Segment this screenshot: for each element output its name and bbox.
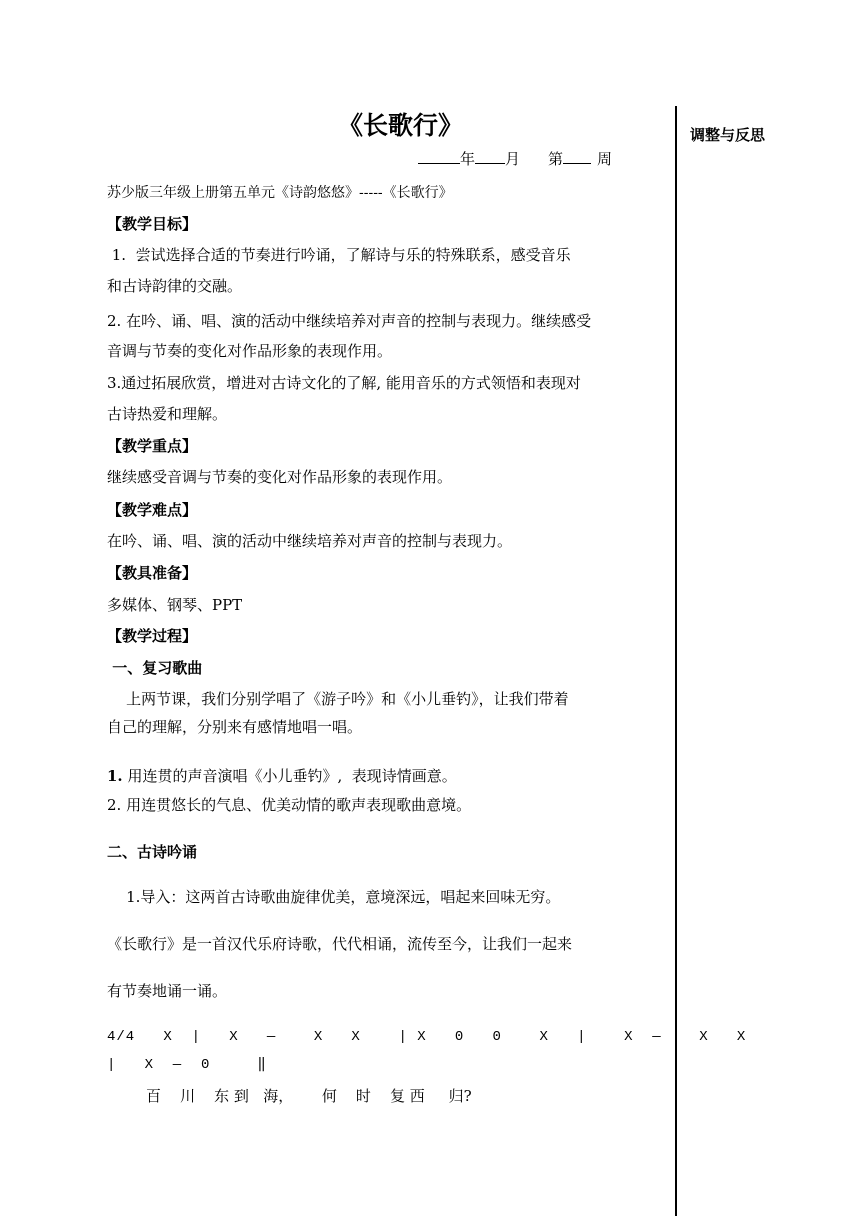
section2-heading: 二、古诗吟诵 — [107, 843, 198, 861]
lesson-subtitle: 苏少版三年级上册第五单元《诗韵悠悠》-----《长歌行》 — [107, 185, 453, 201]
key-points-text: 继续感受音调与节奏的变化对作品形象的表现作用。 — [107, 468, 453, 486]
column-divider — [675, 106, 677, 1216]
date-line — [418, 148, 612, 169]
month-blank — [475, 149, 505, 164]
section1-paragraph-line: 自己的理解，分别来有感情地唱一唱。 — [107, 718, 363, 736]
key-points-heading: 【教学重点】 — [107, 437, 198, 455]
week-blank — [563, 149, 591, 164]
difficulties-heading: 【教学难点】 — [107, 501, 198, 519]
poem-lyrics: 百 川 东 到 海， 何 时 复 西 归? — [146, 1087, 472, 1105]
rhythm-notation-line: 4/4 X | X — X X | X 0 0 X | X — X X — [107, 1029, 747, 1045]
objective-line: 3.通过拓展欣赏，增进对古诗文化的了解, 能用音乐的方式领悟和表现对 — [107, 374, 581, 392]
process-heading: 【教学过程】 — [107, 627, 198, 645]
section2-intro-line: 有节奏地诵一诵。 — [107, 982, 228, 1000]
section1-item-2: 2. 用连贯悠长的气息、优美动情的歌声表现歌曲意境。 — [107, 796, 472, 814]
week-label: 周 — [597, 150, 613, 168]
materials-heading: 【教具准备】 — [107, 564, 198, 582]
objective-line: 古诗热爱和理解。 — [107, 405, 228, 423]
objectives-heading: 【教学目标】 — [107, 215, 198, 233]
section1-paragraph-line: 上两节课，我们分别学唱了《游子吟》和《小儿垂钓》，让我们带着 — [107, 690, 569, 708]
section1-heading: 一、复习歌曲 — [107, 659, 203, 677]
difficulties-text: 在吟、诵、唱、演的活动中继续培养对声音的控制与表现力。 — [107, 532, 513, 550]
year-blank — [418, 149, 460, 164]
item-number: 1. — [107, 767, 123, 785]
section2-intro-line: 1.导入：这两首古诗歌曲旋律优美，意境深远，唱起来回味无穷。 — [107, 888, 561, 906]
year-label: 年 — [460, 150, 476, 168]
section1-item-1 — [107, 765, 457, 786]
reflection-column-title: 调整与反思 — [690, 126, 766, 144]
objective-line: 1. 尝试选择合适的节奏进行吟诵，了解诗与乐的特殊联系，感受音乐 — [107, 246, 571, 264]
objective-line: 2. 在吟、诵、唱、演的活动中继续培养对声音的控制与表现力。继续感受 — [107, 312, 592, 330]
objective-line: 和古诗韵律的交融。 — [107, 277, 243, 295]
page-title: 《长歌行》 — [338, 111, 464, 140]
section2-intro-line: 《长歌行》是一首汉代乐府诗歌，代代相诵，流传至今，让我们一起来 — [107, 935, 573, 953]
item-text: 用连贯的声音演唱《小儿垂钓》, 表现诗情画意。 — [122, 767, 457, 785]
month-label: 月 — [505, 150, 521, 168]
rhythm-notation-line: | X — 0 ‖ — [107, 1057, 267, 1073]
objective-line: 音调与节奏的变化对作品形象的表现作用。 — [107, 342, 393, 360]
week-prefix: 第 — [548, 150, 564, 168]
materials-text: 多媒体、钢琴、PPT — [107, 596, 243, 614]
